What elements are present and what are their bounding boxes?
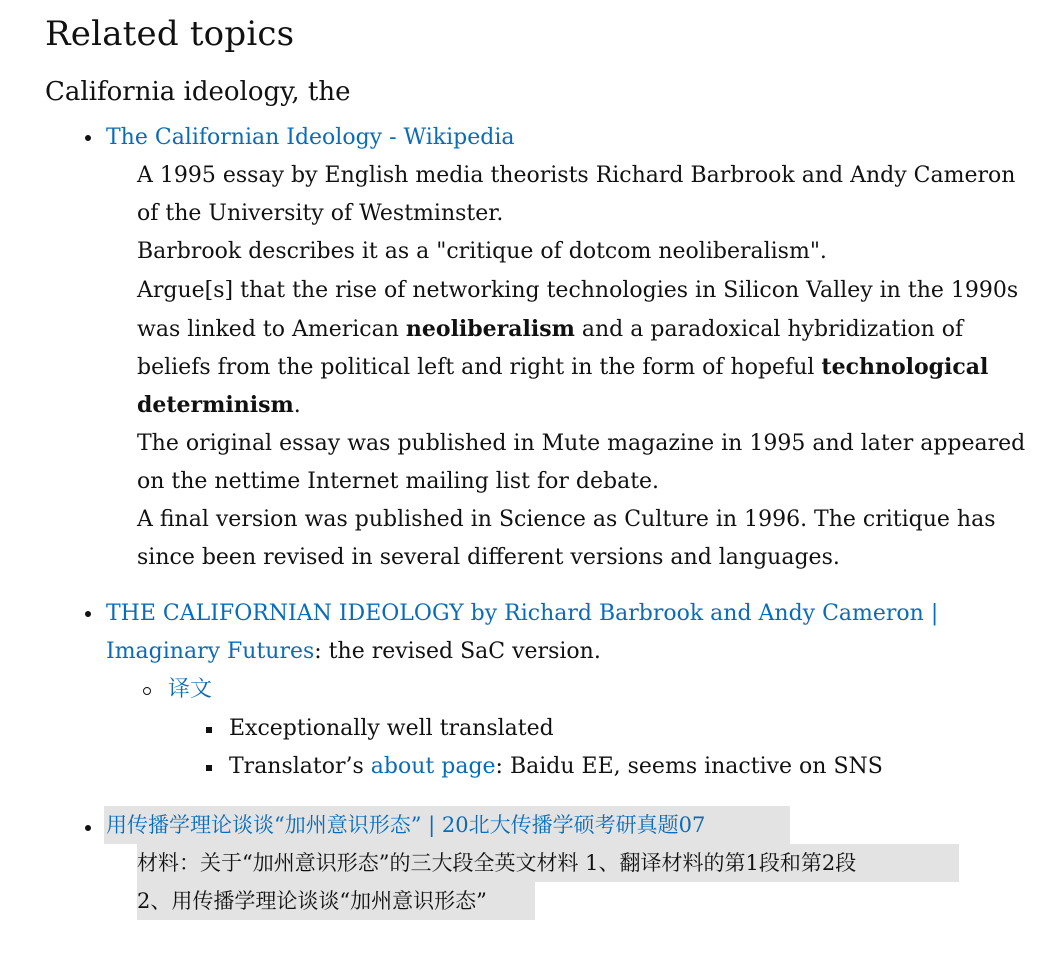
list-item	[106, 595, 938, 633]
topic-title: California ideology, the	[45, 77, 351, 107]
list-bullet	[85, 611, 91, 617]
page-heading: Related topics	[45, 14, 295, 54]
bold-term: technological	[821, 354, 989, 380]
item1-desc-line: The original essay was published in Mute magazine in 1995 and later appeared	[137, 431, 1026, 456]
item3-desc-line: 材料：关于“加州意识形态”的三大段全英文材料 1、翻译材料的第1段和第2段	[137, 851, 857, 875]
list-item-continued: Imaginary Futures: the revised SaC version.	[106, 639, 601, 664]
item1-desc-line: beliefs from the political left and right in the form of hopeful technological	[137, 354, 989, 380]
subsublist-item: Translator’s about page: Baidu EE, seems inactive on SNS	[229, 754, 883, 779]
item1-desc-line: Argue[s] that the rise of networking technologies in Silicon Valley in the 1990s	[137, 278, 1019, 303]
sublist-bullet	[143, 687, 151, 695]
wikipedia-link[interactable]: The Californian Ideology - Wikipedia	[106, 125, 515, 150]
item1-desc-line: of the University of Westminster.	[137, 201, 504, 226]
subsublist-bullet	[206, 727, 212, 733]
item3-desc-line: 2、用传播学理论谈谈“加州意识形态”	[137, 889, 487, 913]
item1-desc-line: Barbrook describes it as a "critique of dotcom neoliberalism".	[137, 239, 827, 264]
bold-term: determinism	[137, 392, 294, 418]
imaginary-futures-link[interactable]: THE CALIFORNIAN IDEOLOGY by Richard Barbrook and Andy Cameron |	[106, 601, 939, 626]
item1-desc-line: A final version was published in Science as Culture in 1996. The critique has	[137, 507, 996, 532]
list-item	[106, 119, 514, 157]
subsublist-item: Exceptionally well translated	[229, 716, 554, 741]
translation-link[interactable]: 译文	[168, 677, 213, 702]
pku-exam-link[interactable]: 用传播学理论谈谈“加州意识形态” | 20北大传播学硕考研真题07	[106, 813, 706, 837]
item1-desc-line: on the nettime Internet mailing list for debate.	[137, 469, 660, 494]
list-item	[106, 806, 705, 844]
item1-desc-line: determinism.	[137, 392, 301, 418]
item1-desc-line: since been revised in several different versions and languages.	[137, 545, 840, 570]
about-page-link[interactable]: about page	[370, 754, 496, 779]
subsublist-bullet	[206, 765, 212, 771]
item1-desc-line: A 1995 essay by English media theorists Richard Barbrook and Andy Cameron	[137, 163, 1016, 188]
item1-desc-line: was linked to American neoliberalism and a paradoxical hybridization of	[137, 316, 964, 342]
sublist-item	[168, 671, 212, 709]
imaginary-futures-link[interactable]: Imaginary Futures	[106, 639, 315, 664]
list-bullet	[85, 825, 91, 831]
bold-term: neoliberalism	[405, 316, 575, 342]
list-bullet	[85, 135, 91, 141]
